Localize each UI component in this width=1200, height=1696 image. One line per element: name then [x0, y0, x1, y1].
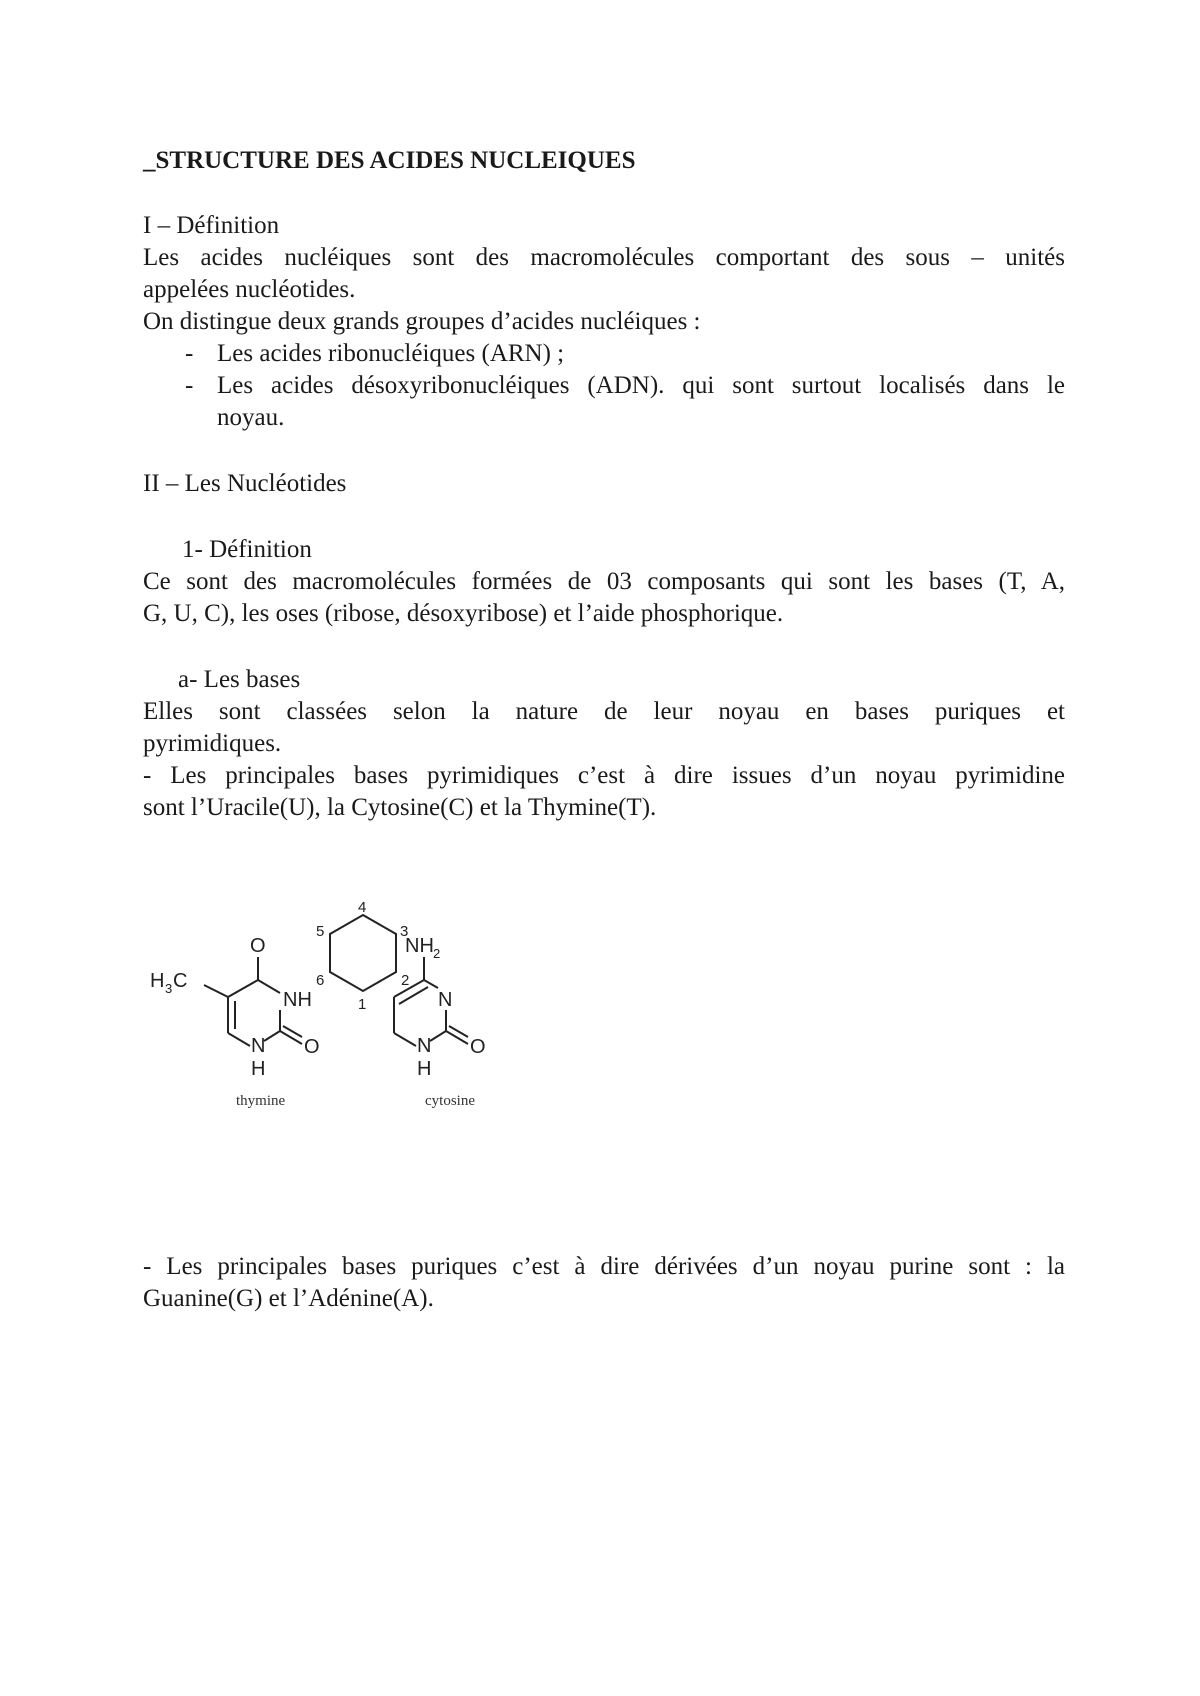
chemical-structures-svg — [140, 895, 550, 1220]
cytosine-h: H — [417, 1058, 432, 1080]
ring-number-1: 1 — [358, 996, 367, 1013]
cytosine-ring-n: N — [438, 989, 453, 1011]
ring-number-2: 2 — [401, 972, 410, 989]
section1-paragraph-line1: Les acides nucléiques sont des macromolécules comportant des sous – unités — [143, 244, 1065, 271]
pyrimidine-line1: - Les principales bases pyrimidiques c’est à dire issues d’un noyau pyrimidine — [143, 762, 1065, 789]
thymine-h: H — [251, 1058, 266, 1080]
ring-number-4: 4 — [358, 899, 367, 916]
cytosine-atom-labels — [405, 935, 486, 1080]
cytosine-n: N — [417, 1035, 432, 1057]
bases-line1: Elles sont classées selon la nature de leur noyau en bases puriques et — [143, 698, 1065, 725]
definition-line1: Ce sont des macromolécules formées de 03 composants qui sont les bases (T, A, — [143, 568, 1065, 595]
purine-line1: - Les principales bases puriques c’est à dire dérivées d’un noyau purine sont : la — [143, 1253, 1065, 1280]
cytosine-oxygen-right: O — [470, 1036, 486, 1058]
section1-heading: I – Définition — [143, 212, 280, 239]
ring-number-5: 5 — [316, 923, 325, 940]
ring-number-6: 6 — [316, 972, 325, 989]
pyrimidine-line2: sont l’Uracile(U), la Cytosine(C) et la Thymine(T). — [143, 794, 657, 821]
bullet-dash: - — [185, 340, 194, 367]
thymine-methyl-c: C — [173, 970, 188, 992]
thymine-methyl-subscript: 3 — [165, 981, 173, 996]
section1-intro: On distingue deux grands groupes d’acides nucléiques : — [143, 308, 701, 335]
pyrimidine-ring-diagram — [330, 915, 396, 991]
thymine-nh: NH — [283, 989, 312, 1011]
bullet-arn: Les acides ribonucléiques (ARN) ; — [217, 340, 565, 367]
cytosine-bonds — [394, 957, 468, 1046]
thymine-caption: thymine — [236, 1093, 286, 1109]
thymine-methyl-h: H — [150, 970, 165, 992]
bullet-dash: - — [185, 372, 194, 399]
pyrimidine-structures-figure — [140, 895, 550, 1220]
cytosine-nh-subscript: 2 — [433, 946, 441, 961]
thymine-oxygen-top: O — [250, 935, 266, 957]
structure-captions — [236, 1093, 475, 1109]
bullet-adn-line1: Les acides désoxyribonucléiques (ADN). qui sont surtout localisés dans le — [217, 372, 1065, 399]
subsection-a-heading: a- Les bases — [178, 666, 301, 693]
cytosine-caption: cytosine — [425, 1093, 475, 1109]
bullet-adn-line2: noyau. — [217, 404, 285, 431]
thymine-n: N — [251, 1035, 266, 1057]
section1-paragraph-line2: appelées nucléotides. — [143, 276, 356, 303]
bases-line2: pyrimidiques. — [143, 730, 282, 757]
thymine-oxygen-right: O — [304, 1036, 320, 1058]
purine-line2: Guanine(G) et l’Adénine(A). — [143, 1285, 434, 1312]
ring-number-3: 3 — [400, 923, 409, 940]
definition-line2: G, U, C), les oses (ribose, désoxyribose) et l’aide phosphorique. — [143, 600, 784, 627]
section2-heading: II – Les Nucléotides — [143, 470, 347, 497]
subsection1-heading: 1- Définition — [182, 536, 312, 563]
document-title: _STRUCTURE DES ACIDES NUCLEIQUES — [143, 147, 636, 174]
cytosine-nh: NH — [405, 935, 434, 957]
